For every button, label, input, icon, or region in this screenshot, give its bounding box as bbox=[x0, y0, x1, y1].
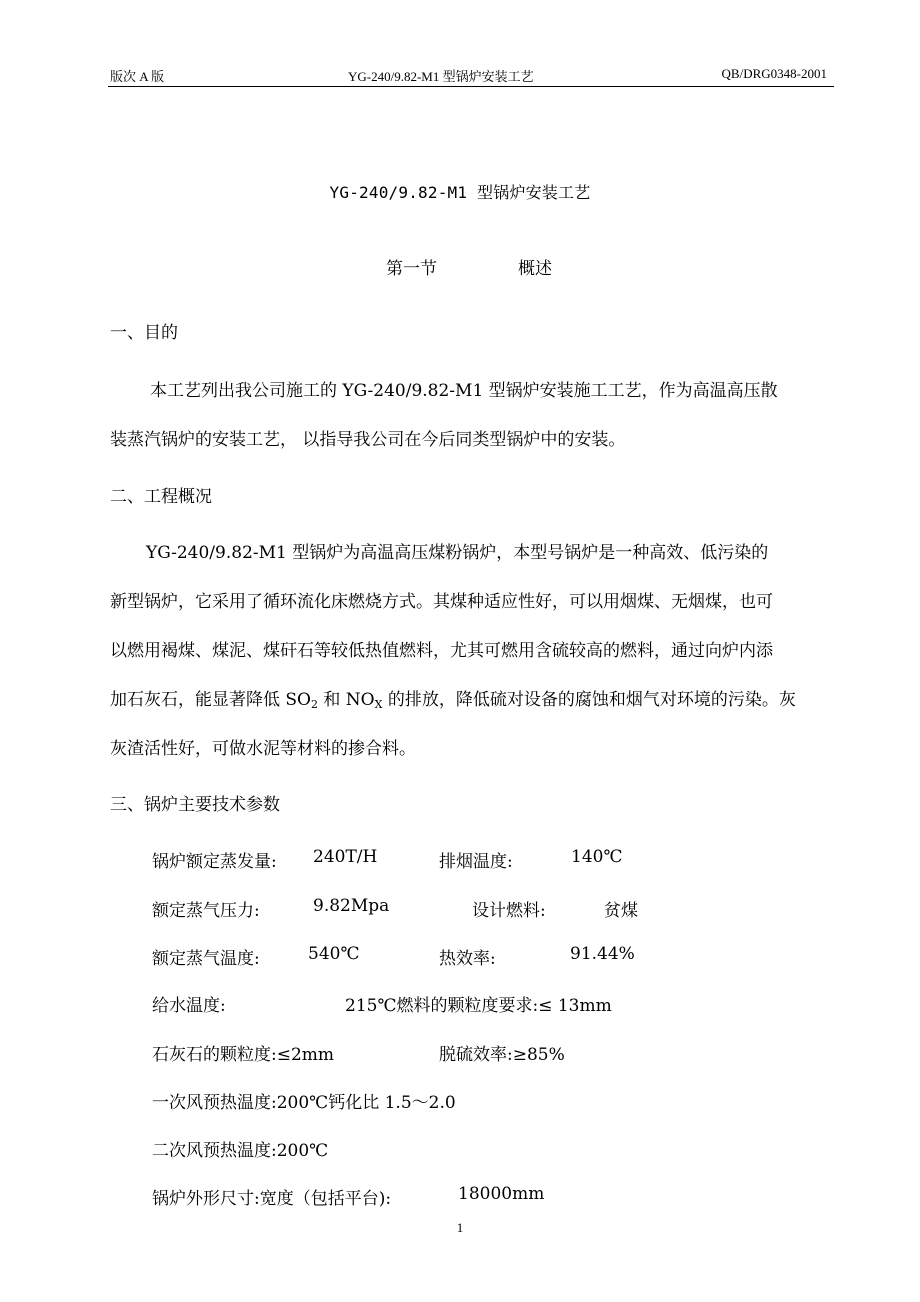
param-steam-pressure-label: 额定蒸气压力: bbox=[152, 901, 260, 921]
section-heading-purpose: 一、目的 bbox=[110, 323, 178, 343]
section-heading-overview: 二、工程概况 bbox=[110, 487, 212, 507]
overview-line-3: 以燃用褐煤、煤泥、煤矸石等较低热值燃料，尤其可燃用含硫较高的燃料，通过向炉内添 bbox=[110, 641, 773, 661]
overview-line-4-b: 和 NO bbox=[318, 690, 375, 710]
param-limestone-granularity: 石灰石的颗粒度:≤2mm bbox=[152, 1045, 335, 1065]
header-title: YG-240/9.82-M1 型锅炉安装工艺 bbox=[348, 69, 534, 84]
overview-line-2: 新型锅炉，它采用了循环流化床燃烧方式。其煤种适应性好，可以用烟煤、无烟煤，也可 bbox=[110, 592, 773, 612]
header-version: 版次 A 版 bbox=[110, 69, 165, 84]
param-exhaust-temp-value: 140℃ bbox=[571, 847, 623, 867]
overview-line-4 bbox=[110, 685, 796, 711]
param-design-fuel-label: 设计燃料: bbox=[472, 901, 546, 921]
param-boiler-width-label: 锅炉外形尺寸:宽度（包括平台): bbox=[152, 1189, 392, 1209]
param-feedwater-temp-value: 215℃燃料的颗粒度要求:≤ 13mm bbox=[345, 996, 612, 1016]
param-desulfurization-efficiency: 脱硫效率:≥85% bbox=[439, 1045, 565, 1065]
param-steam-temp-value: 540℃ bbox=[308, 944, 360, 964]
overview-line-5: 灰渣活性好，可做水泥等材料的掺合料。 bbox=[110, 739, 416, 759]
param-steam-pressure-value: 9.82Mpa bbox=[313, 896, 390, 916]
purpose-line-1: 本工艺列出我公司施工的 YG-240/9.82-M1 型锅炉安装施工工艺，作为高温高压散 bbox=[150, 381, 778, 401]
chapter-name: 概述 bbox=[518, 259, 552, 279]
param-secondary-air-temp: 二次风预热温度:200℃ bbox=[152, 1141, 329, 1161]
purpose-line-2: 装蒸汽锅炉的安装工艺， 以指导我公司在今后同类型锅炉中的安装。 bbox=[110, 430, 626, 450]
header-doc-code: QB/DRG0348-2001 bbox=[721, 66, 827, 81]
overview-line-1: YG-240/9.82-M1 型锅炉为高温高压煤粉锅炉，本型号锅炉是一种高效、低污染的 bbox=[146, 543, 769, 563]
overview-line-4-c: 的排放，降低硫对设备的腐蚀和烟气对环境的污染。灰 bbox=[382, 690, 796, 710]
header-rule bbox=[108, 86, 834, 87]
param-steam-temp-label: 额定蒸气温度: bbox=[152, 949, 260, 969]
section-heading-params: 三、锅炉主要技术参数 bbox=[110, 795, 280, 815]
param-rated-evaporation-value: 240T/H bbox=[313, 847, 378, 867]
param-boiler-width-value: 18000mm bbox=[458, 1184, 545, 1204]
param-rated-evaporation-label: 锅炉额定蒸发量: bbox=[152, 852, 277, 872]
page-number: 1 bbox=[456, 1220, 464, 1235]
chapter-label: 第一节 bbox=[386, 259, 437, 279]
nox-subscript: X bbox=[374, 698, 383, 711]
param-primary-air-temp: 一次风预热温度:200℃钙化比 1.5～2.0 bbox=[152, 1093, 456, 1113]
param-thermal-efficiency-label: 热效率: bbox=[439, 949, 496, 969]
so2-subscript: 2 bbox=[311, 698, 318, 711]
param-exhaust-temp-label: 排烟温度: bbox=[439, 852, 513, 872]
param-feedwater-temp-label: 给水温度: bbox=[152, 996, 226, 1016]
param-thermal-efficiency-value: 91.44% bbox=[570, 944, 635, 964]
document-title: YG-240/9.82-M1 型锅炉安装工艺 bbox=[329, 183, 591, 202]
param-design-fuel-value: 贫煤 bbox=[604, 901, 638, 921]
overview-line-4-a: 加石灰石，能显著降低 SO bbox=[110, 690, 311, 710]
